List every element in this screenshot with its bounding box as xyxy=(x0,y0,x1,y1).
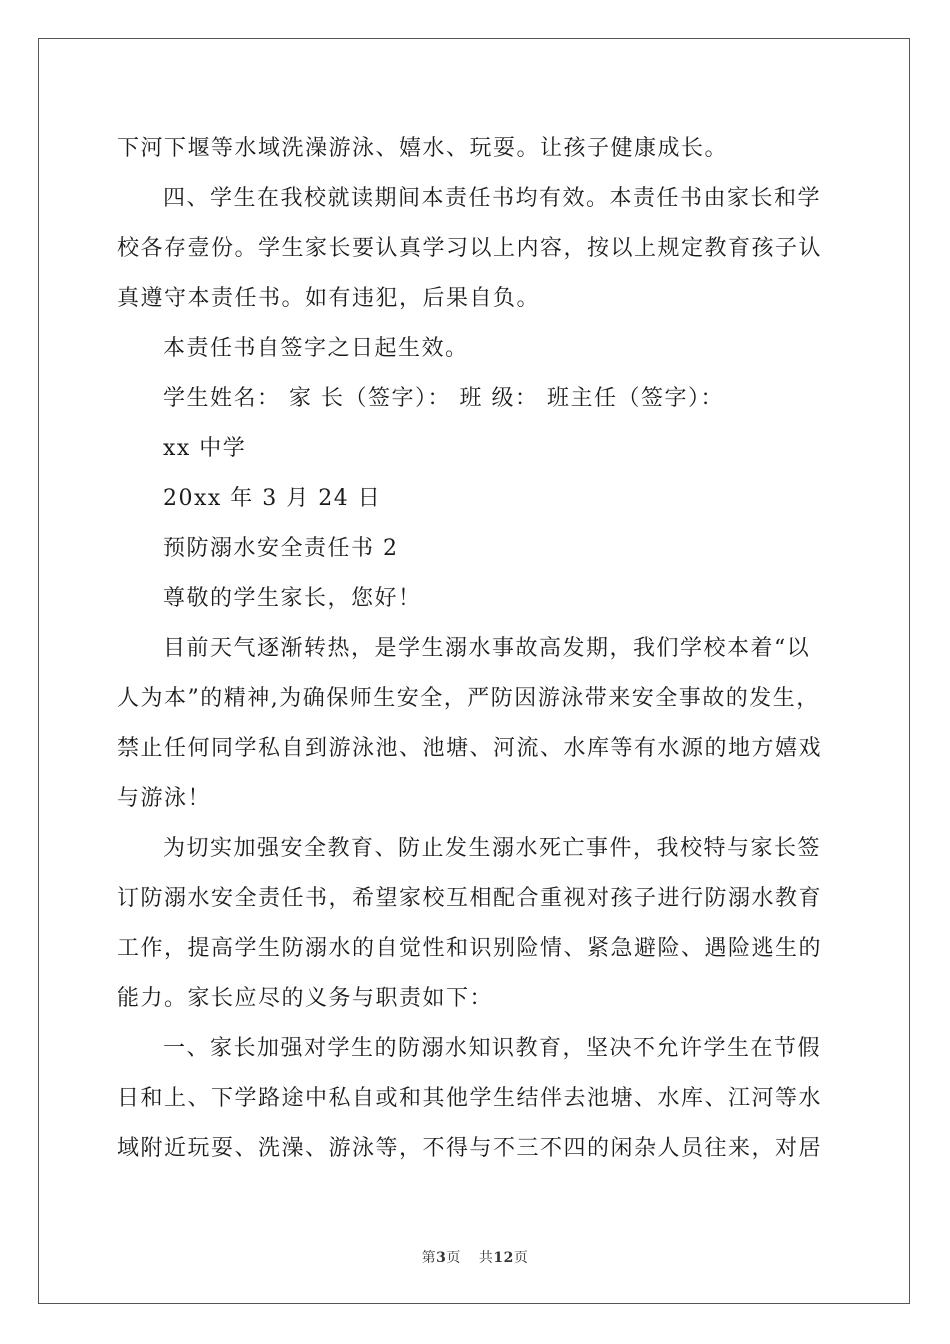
text-line: 本责任书自签字之日起生效。 xyxy=(163,336,469,361)
current-page-number: 3 xyxy=(436,1250,447,1266)
text-line: 为切实加强安全教育、防止发生溺水死亡事件，我校特与家长签 xyxy=(163,836,822,861)
text-line: 工作，提高学生防溺水的自觉性和识别险情、紧急避险、遇险逃生的 xyxy=(117,936,823,961)
text-line: 与游泳！ xyxy=(117,786,212,811)
text-line: 尊敬的学生家长，您好！ xyxy=(163,586,422,611)
text-line: 四、学生在我校就读期间本责任书均有效。本责任书由家长和学 xyxy=(163,186,822,211)
text-line: 目前天气逐渐转热，是学生溺水事故高发期，我们学校本着“以 xyxy=(163,636,811,661)
text-line: 域附近玩耍、洗澡、游泳等，不得与不三不四的闲杂人员往来，对居 xyxy=(117,1136,823,1161)
text-line: 预防溺水安全责任书 2 xyxy=(163,536,399,561)
text-line: 一、家长加强对学生的防溺水知识教育，坚决不允许学生在节假 xyxy=(163,1036,822,1061)
total-label-prefix: 共 xyxy=(478,1250,494,1266)
text-line: 学生姓名： 家 长（签字）： 班 级： 班主任（签字）： xyxy=(163,386,724,411)
text-line: 真遵守本责任书。如有违犯，后果自负。 xyxy=(117,286,541,311)
page-footer xyxy=(0,1247,950,1267)
document-body xyxy=(117,124,857,1174)
total-label-unit: 页 xyxy=(513,1250,529,1266)
text-line: 日和上、下学路途中私自或和其他学生结伴去池塘、水库、江河等水 xyxy=(117,1086,823,1111)
text-line: 20xx 年 3 月 24 日 xyxy=(163,486,382,511)
text-line: xx 中学 xyxy=(163,436,247,461)
text-line: 能力。家长应尽的义务与职责如下： xyxy=(117,986,494,1011)
text-line: 人为本”的精神,为确保师生安全，严防因游泳带来安全事故的发生， xyxy=(117,686,820,711)
text-line: 订防溺水安全责任书，希望家校互相配合重视对孩子进行防溺水教育 xyxy=(117,886,823,911)
text-line: 校各存壹份。学生家长要认真学习以上内容，按以上规定教育孩子认 xyxy=(117,236,823,261)
text-line: 禁止任何同学私自到游泳池、池塘、河流、水库等有水源的地方嬉戏 xyxy=(117,736,823,761)
total-page-number: 12 xyxy=(493,1250,514,1266)
page-label-prefix: 第 xyxy=(421,1250,437,1266)
page-label-unit: 页 xyxy=(446,1250,461,1266)
text-line: 下河下堰等水域洗澡游泳、嬉水、玩耍。让孩子健康成长。 xyxy=(117,136,729,161)
